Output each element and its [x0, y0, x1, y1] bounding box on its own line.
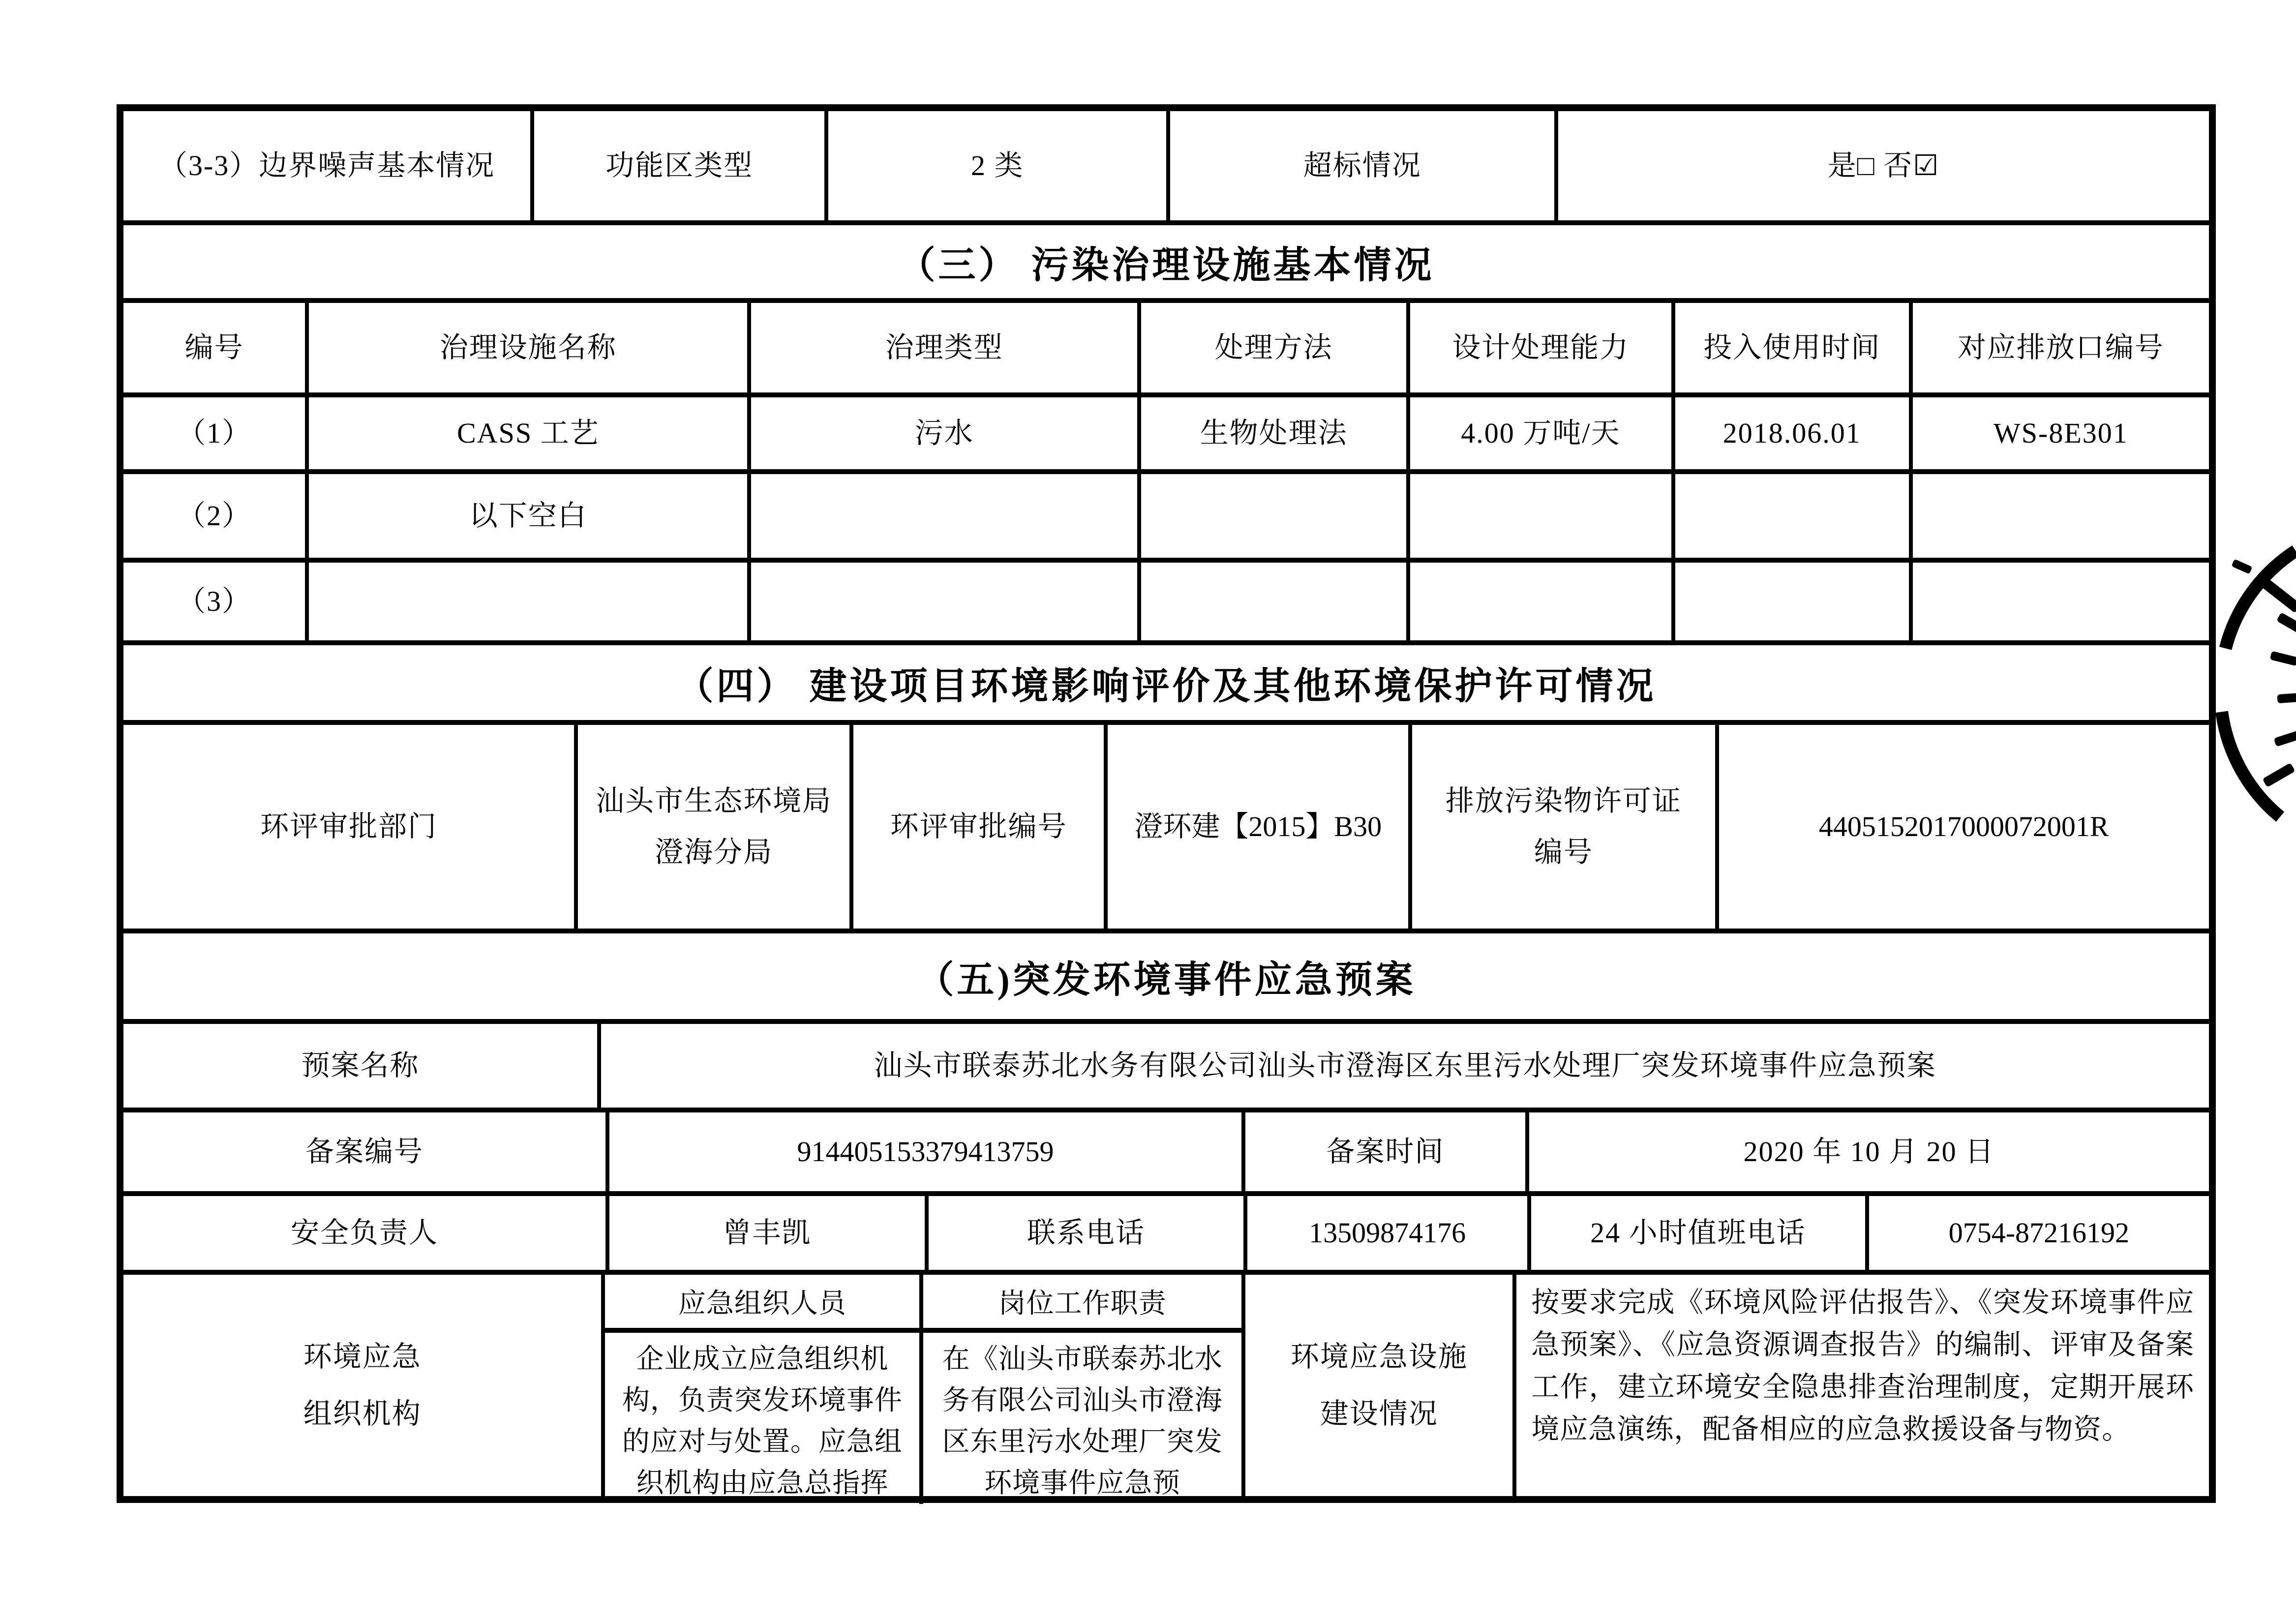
cell-method: [1141, 563, 1410, 640]
emergency-facility-text: 按要求完成《环境风险评估报告》、《突发环境事件应急预案》、《应急资源调查报告》的编制、评审及备案工作，建立环境安全隐患排查治理制度，定期开展环境应急演练，配备相应的应急救援设备与物资。: [1531, 1287, 2194, 1445]
cell-treatment-type: [751, 563, 1141, 640]
cell-no: （1）: [123, 397, 309, 469]
stamp-seal: [2173, 504, 2296, 877]
record-date-value: 2020 年 10 月 20 日: [1743, 1136, 1995, 1168]
exceed-status-checkboxes: 是□ 否☑: [1827, 150, 1940, 182]
cell-outlet-no: [1913, 474, 2209, 558]
emergency-facility-label-line1: 环境应急设施: [1290, 1341, 1468, 1373]
safety-officer-row: [123, 1196, 2209, 1275]
treatment-row: [123, 563, 2209, 645]
contact-phone-value: 13509874176: [1247, 1196, 1531, 1270]
cell-facility-name: 以下空白: [309, 474, 751, 558]
safety-officer-label: 安全负责人: [123, 1196, 609, 1270]
eia-approval-no-label: 环评审批编号: [853, 725, 1108, 929]
section5-title: （五)突发环境事件应急预案: [123, 933, 2209, 1024]
org-subtable: [605, 1275, 1245, 1499]
emergency-org-label-line1: 环境应急: [303, 1341, 422, 1373]
col-header-outlet-no: 对应排放口编号: [1957, 331, 2164, 364]
col-header-method: 处理方法: [1141, 303, 1410, 392]
cell-outlet-no: [1913, 563, 2209, 640]
cell-method: [1141, 474, 1410, 558]
eia-approval-no-value: 澄环建【2015】B30: [1108, 725, 1412, 929]
eia-dept-label: 环评审批部门: [123, 725, 578, 929]
plan-name-label: 预案名称: [123, 1024, 601, 1108]
eia-dept-value: 汕头市生态环境局 澄海分局: [578, 725, 853, 929]
org-subtable-header: [605, 1275, 1241, 1333]
cell-method: 生物处理法: [1141, 397, 1410, 469]
duty-phone-value: 0754-87216192: [1948, 1217, 2130, 1249]
cell-treatment-type: [751, 474, 1141, 558]
record-no-label: 备案编号: [123, 1112, 609, 1191]
safety-officer-value: 曾丰凯: [609, 1196, 929, 1270]
treatment-table-header-row: [123, 303, 2209, 397]
org-subtable-body: [605, 1333, 1241, 1504]
col-header-facility-name: 治理设施名称: [309, 303, 751, 392]
emergency-org-label-line2: 组织机构: [303, 1398, 422, 1430]
org-members-text: 企业成立应急组织机构，负责突发环境事件的应对与处置。应急组织机构由应急总指挥: [605, 1333, 923, 1504]
emergency-org-label: [123, 1275, 605, 1496]
cell-capacity: 4.00 万吨/天: [1410, 397, 1675, 469]
pollutant-permit-no-label: 排放污染物许可证 编号: [1412, 725, 1719, 929]
cell-treatment-type: 污水: [751, 397, 1141, 469]
registration-form-table: [117, 104, 2216, 1503]
pollutant-permit-no-value: 4405152017000072001R: [1818, 810, 2109, 843]
section4-title: （四） 建设项目环境影响评价及其他环境保护许可情况: [123, 645, 2209, 725]
cell-facility-name: CASS 工艺: [309, 397, 751, 469]
emergency-facility-label: [1245, 1275, 1516, 1496]
record-date-label: 备案时间: [1245, 1112, 1529, 1191]
plan-name-value: 汕头市联泰苏北水务有限公司汕头市澄海区东里污水处理厂突发环境事件应急预案: [874, 1050, 1936, 1082]
cell-start-date: 2018.06.01: [1675, 397, 1913, 469]
exceed-status-label: 超标情况: [1170, 111, 1558, 220]
cell-start-date: [1675, 563, 1913, 640]
noise-row-label: （3-3）边界噪声基本情况: [123, 111, 534, 220]
noise-row: [123, 111, 2209, 225]
cell-no: （2）: [123, 474, 309, 558]
record-no-value: 914405153379413759: [609, 1112, 1245, 1191]
col-header-start-date: 投入使用时间: [1675, 303, 1913, 392]
treatment-row: [123, 397, 2209, 474]
duty-phone-label: 24 小时值班电话: [1531, 1196, 1869, 1270]
org-duty-text: 在《汕头市联泰苏北水务有限公司汕头市澄海区东里污水处理厂突发环境事件应急预: [942, 1344, 1223, 1499]
emergency-facility-label-line2: 建设情况: [1320, 1398, 1438, 1430]
function-zone-type-value: 2 类: [828, 111, 1170, 220]
cell-capacity: [1410, 563, 1675, 640]
cell-outlet-no: WS-8E301: [1994, 417, 2128, 450]
cell-facility-name: [309, 563, 751, 640]
cell-no: （3）: [123, 563, 309, 640]
cell-capacity: [1410, 474, 1675, 558]
col-header-capacity: 设计处理能力: [1410, 303, 1675, 392]
cell-start-date: [1675, 474, 1913, 558]
col-header-treatment-type: 治理类型: [751, 303, 1141, 392]
col-header-no: 编号: [123, 303, 309, 392]
function-zone-type-label: 功能区类型: [534, 111, 828, 220]
section3-title: （三） 污染治理设施基本情况: [123, 225, 2209, 303]
emergency-org-block: [123, 1275, 2209, 1499]
record-row: [123, 1112, 2209, 1196]
plan-name-row: [123, 1024, 2209, 1112]
org-duty-header: 岗位工作职责: [998, 1289, 1167, 1319]
treatment-row: [123, 474, 2209, 563]
org-members-header: 应急组织人员: [605, 1275, 923, 1328]
eia-row: [123, 725, 2209, 933]
contact-phone-label: 联系电话: [929, 1196, 1248, 1270]
